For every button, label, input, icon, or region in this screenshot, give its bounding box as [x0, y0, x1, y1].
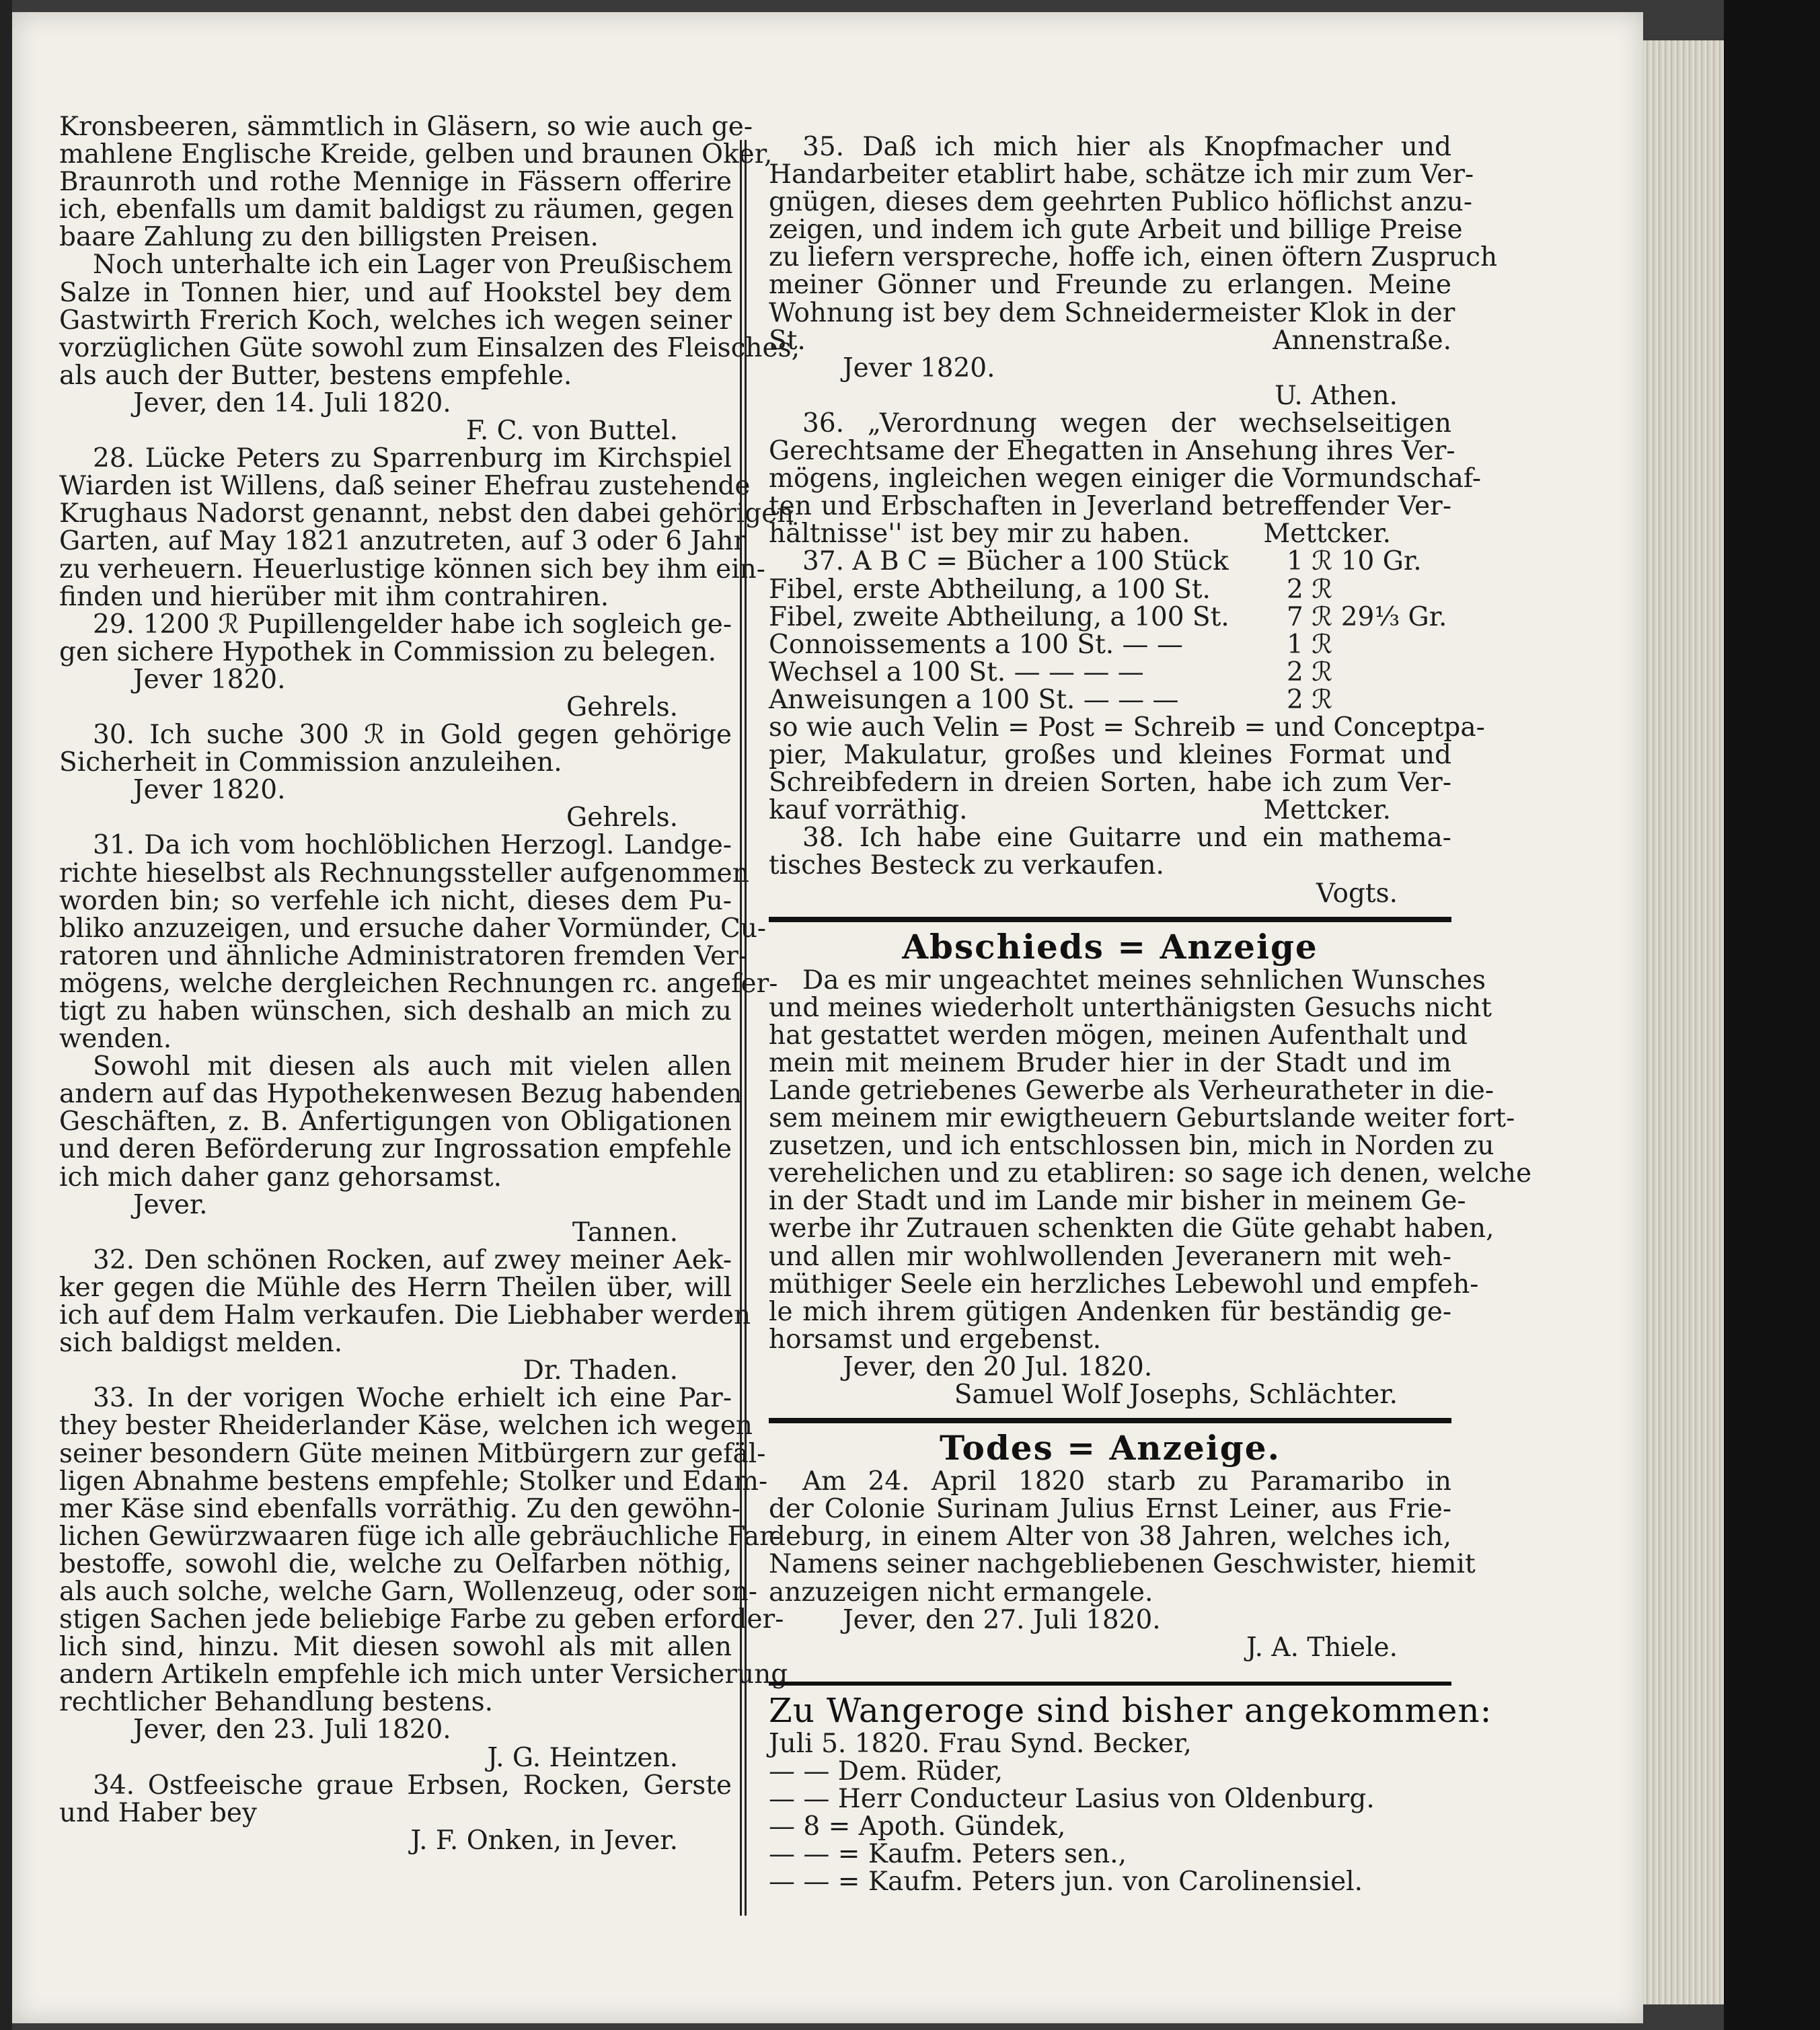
paragraph-line: werbe ihr Zutrauen schenkten die Güte gehabt haben, — [769, 1213, 1494, 1244]
paragraph-line: richte hieselbst als Rechnungssteller aufgenommen — [59, 858, 749, 889]
paragraph-line: hat gestattet werden mögen, meinen Aufenthalt und — [769, 1020, 1468, 1051]
arrival-entry: — — Herr Conducteur Lasius von Oldenburg. — [769, 1783, 1375, 1814]
ad-36 — [769, 408, 1482, 522]
paragraph-line: in der Stadt und im Lande mir bisher in meinem Ge- — [769, 1186, 1466, 1217]
paragraph-line: stigen Sachen jede beliebige Farbe zu geben erforder- — [59, 1604, 784, 1635]
paragraph-line: lich sind, hinzu. Mit diesen sowohl als mit allen — [59, 1632, 732, 1663]
paragraph-line: ker gegen die Mühle des Herrn Theilen über, will — [59, 1272, 732, 1303]
paragraph-line: 30. Ich suche 300 ℛ in Gold gegen gehörige — [93, 720, 732, 751]
paragraph-line: Garten, auf May 1821 anzutreten, auf 3 oder 6 Jahr — [59, 526, 747, 557]
advertisement-paragraph — [59, 1772, 732, 1827]
paragraph-line: ratoren und ähnliche Administratoren fremden Ver- — [59, 940, 748, 971]
advertisement-paragraph — [59, 250, 800, 391]
place-date: Jever, den 14. Juli 1820. — [133, 387, 451, 418]
left-column — [59, 112, 800, 1856]
price-list — [769, 548, 1451, 714]
price-value: 2 ℛ — [1287, 656, 1333, 687]
advertisement-paragraph — [59, 1383, 788, 1718]
paragraph-line: so wie auch Velin = Post = Schreib = und Conceptpa- — [769, 712, 1485, 743]
advertisement-paragraph — [59, 1244, 751, 1359]
scan-background — [1724, 0, 1820, 2030]
paragraph-line: gnügen, dieses dem geehrten Publico höflichst anzu- — [769, 187, 1473, 218]
paragraph-line: müthiger Seele ein herzliches Lebewohl und empfeh- — [769, 1269, 1479, 1300]
paragraph-line: bestoffe, sowohl die, welche zu Oelfarben nöthig, — [59, 1548, 732, 1579]
arrival-entry: — — = Kaufm. Peters jun. von Carolinensiel. — [769, 1867, 1363, 1897]
paragraph-line: mer Käse sind ebenfalls vorräthig. Zu den gewöhn- — [59, 1493, 741, 1524]
ad-37-last-line: kauf vorräthig. Mettcker. — [769, 795, 1391, 826]
paragraph-line: ich auf dem Halm verkaufen. Die Liebhaber werden — [59, 1300, 751, 1331]
signature: Gehrels. — [566, 691, 678, 722]
ad-35-place: Jever 1820. — [843, 352, 995, 383]
ad-38 — [769, 824, 1451, 852]
paragraph-line: seiner besondern Güte meinen Mitbürgern zur gefäl- — [59, 1438, 766, 1469]
paragraph-line: 28. Lücke Peters zu Sparrenburg im Kirchspiel — [93, 443, 732, 474]
place-date: Jever, den 23. Juli 1820. — [133, 1715, 451, 1745]
paragraph-line: wenden. — [59, 1024, 172, 1055]
ad-37-signature: Mettcker. — [1263, 795, 1391, 826]
paragraph-line: vorzüglichen Güte sowohl zum Einsalzen des Fleisches, — [59, 332, 800, 363]
ad-37-continued — [769, 712, 1485, 798]
paragraph-line: Sicherheit in Commission anzuleihen. — [59, 747, 562, 778]
signature: Tannen. — [572, 1217, 678, 1248]
paragraph-line: Krughaus Nadorst genannt, nebst den dabei gehörigen — [59, 498, 794, 529]
price-row — [769, 656, 1451, 687]
paragraph-line: ich mich daher ganz gehorsamst. — [59, 1162, 502, 1193]
paragraph-line: verehelichen und zu etabliren: so sage ich denen, welche — [769, 1158, 1532, 1189]
paragraph-line: andern Artikeln empfehle ich mich unter Versicherung — [59, 1659, 788, 1690]
death-signature: J. A. Thiele. — [1246, 1632, 1398, 1663]
paragraph-line: und meines wiederholt unterthänigsten Gesuchs nicht — [769, 992, 1492, 1023]
paragraph-line: Namens seiner nachgebliebenen Geschwister, hiemit — [769, 1549, 1476, 1580]
paragraph-line: baare Zahlung zu den billigsten Preisen. — [59, 222, 599, 253]
price-item: Wechsel a 100 St. — — — — — [769, 656, 1144, 687]
paragraph-line: zusetzen, und ich entschlossen bin, mich in Norden zu — [769, 1131, 1494, 1162]
death-heading: Todes = Anzeige. — [940, 1428, 1281, 1468]
paragraph-line: 31. Da ich vom hochlöblichen Herzogl. Landge- — [93, 830, 732, 861]
farewell-signature: Samuel Wolf Josephs, Schlächter. — [954, 1380, 1398, 1411]
paragraph-line: tigt zu haben wünschen, sich deshalb an mich zu — [59, 996, 732, 1026]
ad-36-last-line: hältnisse'' ist bey mir zu haben. Mettcker. — [769, 519, 1391, 550]
price-value: 2 ℛ — [1287, 574, 1333, 605]
ad-35-signature: U. Athen. — [1275, 380, 1398, 411]
paragraph-line: 36. „Verordnung wegen der wechselseitigen — [802, 408, 1451, 439]
paragraph-line: ich, ebenfalls um damit baldigst zu räumen, gegen — [59, 194, 734, 225]
paragraph-line: Handarbeiter etablirt habe, schätze ich mir zum Ver- — [769, 159, 1474, 190]
paragraph-line: Am 24. April 1820 starb zu Paramaribo in — [802, 1466, 1451, 1497]
section-rule — [769, 1682, 1451, 1686]
advertisement-paragraph — [59, 830, 778, 1055]
paragraph-line: mahlene Englische Kreide, gelben und braunen Oker, — [59, 139, 773, 170]
farewell-notice — [769, 965, 1532, 1327]
arrival-entry: — — Dem. Rüder, — [769, 1756, 1003, 1787]
paragraph-line: zu liefern verspreche, hoffe ich, einen öftern Zuspruch — [769, 242, 1498, 273]
paragraph-line: meiner Gönner und Freunde zu erlangen. Meine — [769, 270, 1451, 301]
paragraph-line: pier, Makulatur, großes und kleines Format und — [769, 740, 1451, 771]
paragraph-line: zeigen, und indem ich gute Arbeit und billige Preise — [769, 215, 1463, 246]
scan-left-border — [0, 0, 12, 2030]
death-last-line: anzuzeigen nicht ermangele. — [769, 1577, 1153, 1608]
advertisement-paragraph — [59, 1051, 743, 1193]
paragraph-line: sich baldigst melden. — [59, 1328, 343, 1359]
death-place: Jever, den 27. Juli 1820. — [843, 1604, 1161, 1635]
ad-35 — [769, 132, 1498, 356]
arrivals-heading: Zu Wangeroge sind bisher angekommen: — [769, 1690, 1492, 1730]
paragraph-line: mein mit meinem Bruder hier in der Stadt und im — [769, 1047, 1451, 1078]
ad-36-signature: Mettcker. — [1263, 519, 1391, 550]
section-rule — [769, 917, 1451, 922]
column-divider — [740, 140, 747, 1916]
paragraph-line: zu verheuern. Heuerlustige können sich bey ihm ein- — [59, 554, 765, 585]
paragraph-line: 35. Daß ich mich hier als Knopfmacher und — [802, 132, 1451, 162]
paragraph-line: Da es mir ungeachtet meines sehnlichen Wunsches — [802, 965, 1486, 995]
paragraph-line: Kronsbeeren, sämmtlich in Gläsern, so wie auch ge- — [59, 112, 753, 142]
paragraph-line: worden bin; so verfehle ich nicht, dieses dem Pu- — [59, 885, 732, 916]
paragraph-line: 29. 1200 ℛ Pupillengelder habe ich sogleich ge- — [93, 609, 732, 640]
paragraph-line: Noch unterhalte ich ein Lager von Preußischem — [93, 250, 733, 280]
paragraph-line: they bester Rheiderlander Käse, welchen ich wegen — [59, 1411, 753, 1441]
paragraph-line: Braunroth und rothe Mennige in Fässern offerire — [59, 167, 732, 198]
paragraph-line: als auch solche, welche Garn, Wollenzeug, oder son- — [59, 1576, 757, 1607]
price-value: 1 ℛ — [1287, 629, 1333, 660]
signature: J. G. Heintzen. — [487, 1742, 678, 1773]
paragraph-line: als auch der Butter, bestens empfehle. — [59, 360, 572, 391]
page-edge — [1643, 40, 1724, 2004]
arrival-entry: — — = Kaufm. Peters sen., — [769, 1839, 1127, 1870]
paragraph-line: und Haber bey — [59, 1797, 258, 1828]
paragraph-line: Wiarden ist Willens, daß seiner Ehefrau zustehende — [59, 471, 751, 502]
paragraph-line: Wohnung ist bey dem Schneidermeister Klok in der — [769, 297, 1455, 328]
paragraph-line: mögens, welche dergleichen Rechnungen rc. angefer- — [59, 968, 778, 999]
paragraph-line: Schreibfedern in dreien Sorten, habe ich zum Ver- — [769, 767, 1451, 798]
paragraph-line: 38. Ich habe eine Guitarre und ein mathema- — [802, 823, 1451, 854]
paragraph-line: 33. In der vorigen Woche erhielt ich eine Par- — [93, 1383, 732, 1414]
paragraph-line: bliko anzuzeigen, und ersuche daher Vormünder, Cu- — [59, 913, 767, 944]
place-date: Jever 1820. — [133, 664, 286, 695]
paragraph-line: Lande getriebenes Gewerbe als Verheuratheter in die- — [769, 1076, 1494, 1106]
paragraph-line: rechtlicher Behandlung bestens. — [59, 1687, 493, 1718]
price-item: 37. A B C = Bücher a 100 Stück — [802, 546, 1229, 577]
price-item: Fibel, erste Abtheilung, a 100 St. — [769, 574, 1211, 605]
paragraph-line: mögens, ingleichen wegen einiger die Vormundschaf- — [769, 463, 1482, 494]
price-item: Anweisungen a 100 St. — — — — [769, 684, 1179, 715]
farewell-heading: Abschieds = Anzeige — [902, 926, 1318, 967]
advertisement-paragraph — [59, 443, 794, 612]
paragraph-line: St. Annenstraße. — [769, 325, 1451, 356]
paragraph-line: andern auf das Hypothekenwesen Bezug habenden — [59, 1079, 743, 1110]
advertisement-paragraph — [59, 721, 732, 776]
paragraph-line: und deren Beförderung zur Ingrossation empfehle — [59, 1134, 732, 1165]
paragraph-line: und allen mir wohlwollenden Jeveranern mit weh- — [769, 1241, 1451, 1272]
place-date: Jever 1820. — [133, 775, 286, 806]
paragraph-line: Gastwirth Frerich Koch, welches ich wegen seiner — [59, 305, 732, 336]
arrival-entry: Juli 5. 1820. Frau Synd. Becker, — [769, 1728, 1192, 1759]
signature: Dr. Thaden. — [523, 1355, 678, 1386]
arrival-entry: — 8 = Apoth. Gündek, — [769, 1811, 1066, 1842]
paragraph-line: Sowohl mit diesen als auch mit vielen allen — [93, 1051, 732, 1082]
price-value: 7 ℛ 29⅓ Gr. — [1287, 601, 1447, 632]
paragraph-line: Geschäften, z. B. Anfertigungen von Obligationen — [59, 1106, 732, 1137]
paragraph-line: sem meinem mir ewigtheuern Geburtslande weiter fort- — [769, 1103, 1515, 1134]
price-row — [769, 603, 1451, 631]
price-value: 2 ℛ — [1287, 684, 1333, 715]
ad-38-last-line: tisches Besteck zu verkaufen. — [769, 850, 1164, 881]
paragraph-line: ten und Erbschaften in Jeverland betreffender Ver- — [769, 491, 1451, 522]
price-row — [769, 631, 1451, 659]
paragraph-line: lichen Gewürzwaaren füge ich alle gebräuchliche Far- — [59, 1521, 781, 1552]
price-row — [769, 576, 1451, 603]
paragraph-line: 34. Ostfeeische graue Erbsen, Rocken, Gerste — [93, 1770, 732, 1801]
paragraph-line: le mich ihrem gütigen Andenken für beständig ge- — [769, 1296, 1451, 1327]
advertisement-paragraph — [59, 112, 773, 253]
place-date: Jever. — [133, 1189, 208, 1220]
advertisement-paragraph — [59, 611, 732, 666]
paragraph-line: gen sichere Hypothek in Commission zu belegen. — [59, 636, 717, 667]
arrivals-list — [769, 1730, 1451, 1896]
paragraph-line: 32. Den schönen Rocken, auf zwey meiner Aek- — [93, 1244, 732, 1275]
price-item: Fibel, zweite Abtheilung, a 100 St. — [769, 601, 1229, 632]
death-notice — [769, 1466, 1476, 1580]
price-value: 1 ℛ 10 Gr. — [1287, 546, 1422, 577]
farewell-place: Jever, den 20 Jul. 1820. — [843, 1351, 1153, 1382]
signature: J. F. Onken, in Jever. — [410, 1825, 678, 1856]
price-row — [769, 548, 1451, 575]
paragraph-line: ligen Abnahme bestens empfehle; Stolker und Edam- — [59, 1466, 768, 1497]
paragraph-line: Salze in Tonnen hier, und auf Hookstel bey dem — [59, 277, 732, 308]
farewell-last-line: horsamst und ergebenst. — [769, 1324, 1102, 1355]
price-item: Connoissements a 100 St. — — — [769, 629, 1183, 660]
paragraph-line: der Colonie Surinam Julius Ernst Leiner, aus Frie- — [769, 1494, 1451, 1525]
signature: F. C. von Buttel. — [465, 416, 678, 447]
ad-38-signature: Vogts. — [1316, 878, 1398, 909]
section-rule — [769, 1418, 1451, 1423]
right-column — [769, 132, 1532, 1897]
paragraph-line: finden und hierüber mit ihm contrahiren. — [59, 581, 609, 612]
price-row — [769, 686, 1451, 714]
paragraph-line: Gerechtsame der Ehegatten in Ansehung ihres Ver- — [769, 436, 1455, 467]
newspaper-page — [12, 12, 1643, 2023]
signature: Gehrels. — [566, 802, 678, 833]
paragraph-line: deburg, in einem Alter von 38 Jahren, welches ich, — [769, 1521, 1451, 1552]
